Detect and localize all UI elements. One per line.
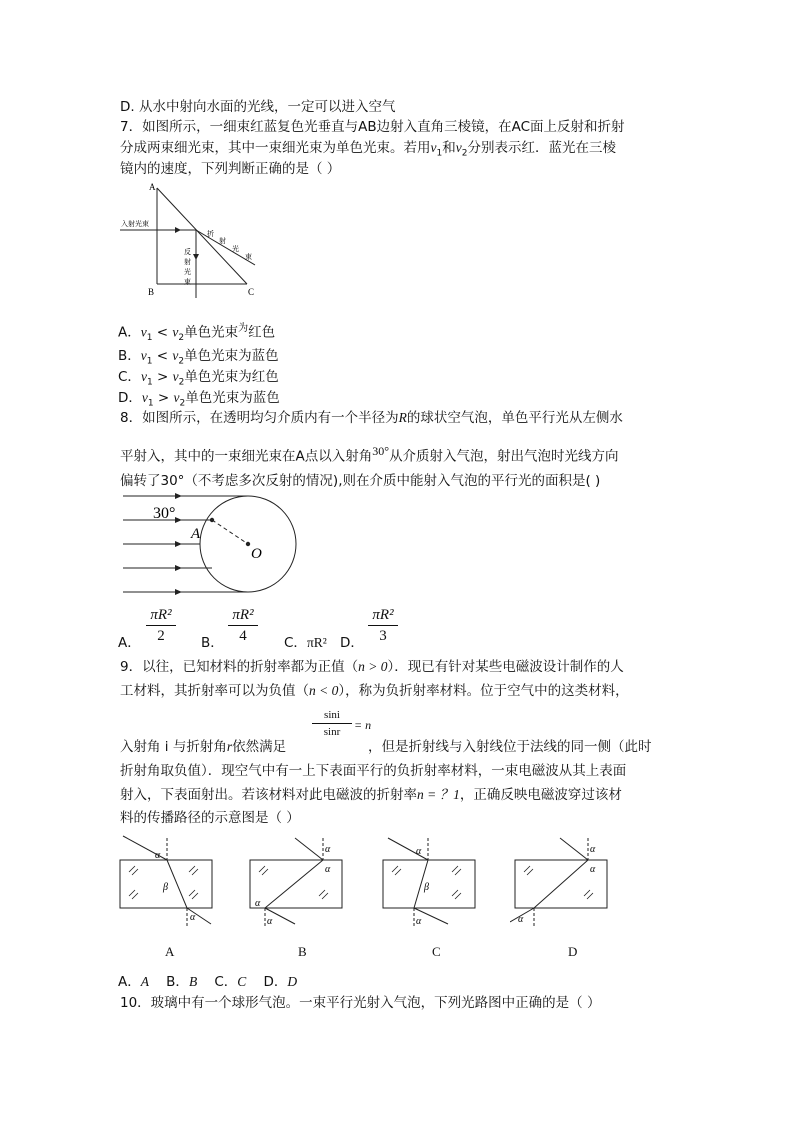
q10-stem-line1: 10．玻璃中有一个球形气泡。一束平行光射入气泡，下列光路图中正确的是（ ） xyxy=(120,995,601,1011)
q7-option-a[interactable]: A．$v_1 < v_2$单色光束$^为$红色 xyxy=(118,323,276,344)
svg-text:光: 光 xyxy=(184,268,191,276)
svg-text:α: α xyxy=(518,914,524,925)
svg-text:α: α xyxy=(590,864,596,875)
q9-label-c: C xyxy=(432,944,441,959)
label-b: B xyxy=(148,287,155,297)
reflected-arrow xyxy=(193,254,199,260)
svg-text:折: 折 xyxy=(207,230,214,238)
point-a xyxy=(210,518,214,522)
q8-option-c[interactable]: C．πR² xyxy=(284,635,327,651)
label-incident: 入射光束 xyxy=(121,220,149,228)
label-a: A xyxy=(149,182,156,192)
q7-prism-figure xyxy=(115,180,265,300)
q9-formula-rhs: = n xyxy=(354,718,372,732)
q9-diagram-d[interactable] xyxy=(510,832,620,932)
q8-stem-line2: 平射入，其中的一束细光束在A点以入射角$^{30^\circ}$从介质射入气泡，射出气泡时光线方向 xyxy=(120,444,619,465)
q7-stem-line3: 镜内的速度，下列判断正确的是（ ） xyxy=(120,161,341,177)
label-o: O xyxy=(251,546,262,562)
svg-text:β: β xyxy=(163,882,168,893)
svg-text:束: 束 xyxy=(184,278,191,286)
svg-text:射: 射 xyxy=(219,237,226,245)
q9-snell-formula: sini sinr xyxy=(312,708,352,739)
normal-line xyxy=(212,520,248,544)
q9-stem-line4: 折射角取负值）．现空气中有一上下表面平行的负折射率材料，一束电磁波从其上表面 xyxy=(120,763,627,779)
svg-text:α: α xyxy=(155,850,161,861)
q8-option-d-prefix[interactable]: D． xyxy=(340,635,364,651)
q9-stem-line6: 料的传播路径的示意图是（ ） xyxy=(120,810,300,826)
q8-option-a-prefix[interactable]: A． xyxy=(118,635,141,651)
svg-text:α: α xyxy=(590,844,596,855)
q8-stem-line3: 偏转了30°（不考虑多次反射的情况),则在介质中能射入气泡的平行光的面积是( ) xyxy=(120,473,601,489)
q7-line2-a: 分成两束细光束，其中一束细光束为单色光束。若用 xyxy=(120,140,431,156)
q7-option-c[interactable]: C．$v_1 > v_2$单色光束为红色 xyxy=(118,369,279,388)
q6-option-d: D. 从水中射向水面的光线，一定可以进入空气 xyxy=(120,99,396,115)
svg-text:α: α xyxy=(416,916,422,927)
q9-diagram-b[interactable] xyxy=(245,832,355,932)
q9-diagram-c[interactable] xyxy=(378,832,488,932)
label-a: A xyxy=(191,526,201,542)
q8-bubble-figure xyxy=(115,492,305,597)
q9-stem-line2: 工材料，其折射率可以为负值（n < 0），称为负折射率材料。位于空气中的这类材料， xyxy=(120,683,629,699)
q7-option-b[interactable]: B．$v_1 < v_2$单色光束为蓝色 xyxy=(118,348,279,367)
svg-text:光: 光 xyxy=(232,245,239,253)
q7-stem-line1: 7．如图所示，一细束红蓝复色光垂直与AB边射入直角三棱镜，在AC面上反射和折射 xyxy=(120,119,625,135)
svg-text:α: α xyxy=(190,912,196,923)
svg-text:α: α xyxy=(267,916,273,927)
q8-stem-line1: 8．如图所示，在透明均匀介质内有一个半径为R的球状空气泡，单色平行光从左侧水 xyxy=(120,410,623,426)
q7-line2-mid: 和 xyxy=(442,140,456,156)
incident-arrow xyxy=(175,227,181,233)
svg-text:α: α xyxy=(255,898,261,909)
label-c: C xyxy=(248,287,255,297)
q7-option-d[interactable]: D．$v_1 > v_2$单色光束为蓝色 xyxy=(118,390,280,409)
q9-label-a: A xyxy=(165,944,175,959)
svg-text:束: 束 xyxy=(245,253,252,261)
q9-stem-line3-cont: ，但是折射线与入射线位于法线的同一侧（此时 xyxy=(368,739,652,755)
prism-side-ac xyxy=(157,188,247,284)
q7-line2-b: 分别表示红．蓝光在三棱 xyxy=(467,140,616,156)
svg-text:α: α xyxy=(325,864,331,875)
q7-v1: v xyxy=(430,140,437,155)
q8-option-d-fraction: πR² 3 xyxy=(368,606,398,645)
q7-v1-sub: 1 xyxy=(436,148,443,159)
q9-options[interactable]: A．A B．B C．C D．D xyxy=(118,974,298,990)
svg-text:反: 反 xyxy=(184,248,191,256)
q9-label-d: D xyxy=(568,944,578,959)
q7-v2-sub: 2 xyxy=(461,148,468,159)
q9-label-b: B xyxy=(298,944,307,959)
svg-text:α: α xyxy=(325,844,331,855)
q7-v2: v xyxy=(455,140,462,155)
q8-option-a-fraction: πR² 2 xyxy=(146,606,176,645)
q9-diagram-a[interactable] xyxy=(115,832,225,932)
q9-stem-line3: 入射角 i 与折射角r依然满足 xyxy=(120,739,287,755)
svg-text:射: 射 xyxy=(184,258,191,266)
q9-stem-line5: 射入，下表面射出。若该材料对此电磁波的折射率n = ？1，正确反映电磁波穿过该材 xyxy=(120,787,622,803)
angle-label: 30° xyxy=(153,505,176,522)
q9-stem-line1: 9．以往，已知材料的折射率都为正值（n > 0）．现已有针对某些电磁波设计制作的人 xyxy=(120,659,624,675)
q8-option-b-fraction: πR² 4 xyxy=(228,606,258,645)
q8-option-b-prefix[interactable]: B． xyxy=(201,635,224,651)
svg-text:β: β xyxy=(424,882,429,893)
svg-text:α: α xyxy=(416,846,422,857)
point-o xyxy=(246,542,250,546)
